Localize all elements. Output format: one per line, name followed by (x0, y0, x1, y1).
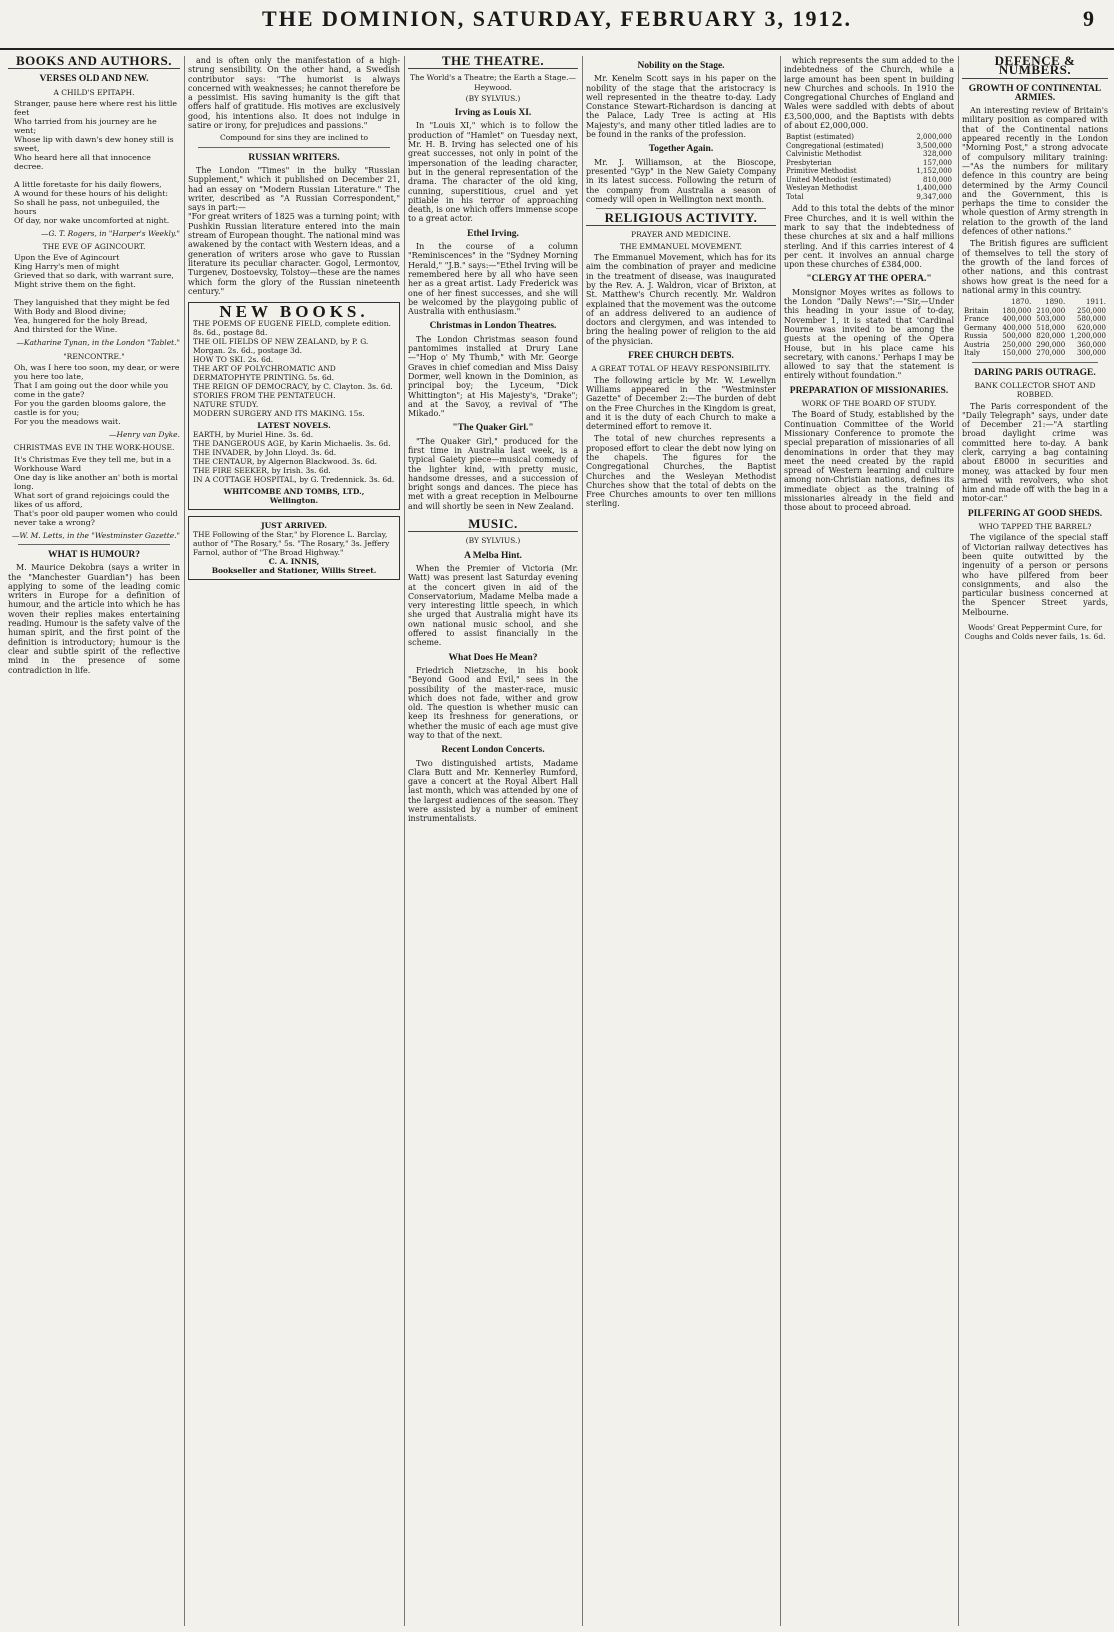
article-text: Friedrich Nietzsche, in his book "Beyond Good and Evil," sees in the possibility of the master-race, music which does not fade, wither and grow old. The question is whether music can keep its freshness for generations, or whether the music of each age must give way to that of the next. (408, 665, 578, 740)
table-row (784, 159, 954, 168)
table-header-row (962, 298, 1108, 307)
article-text: Two distinguished artists, Madame Clara Butt and Mr. Kennerley Rumford, gave a concert at the Royal Albert Hall last month, which was attended by one of the largest audiences of the season. They were assisted by a number of eminent instrumentalists. (408, 758, 578, 824)
table-header-cell: 1911. (1085, 298, 1106, 307)
ad-headline: JUST ARRIVED. (261, 521, 327, 531)
section-heading: THE THEATRE. (408, 56, 578, 69)
table-cell: 180,000 (1002, 306, 1032, 315)
table-cell: Austria (964, 340, 990, 349)
article-heading: Christmas in London Theatres. (429, 321, 557, 332)
table-cell: 500,000 (1002, 332, 1032, 341)
article-text: Monsignor Moyes writes as follows to the London "Daily News":—"Sir,—Under this heading in your issue of to-day, November 1, it is stated that 'Cardinal Bourne was invited to be among the guests at the opening of the Opera House, but in his place came his secretary, with canons.' Perhaps I may be allowed to say that the statement is entirely without foundation." (784, 287, 954, 381)
article-subheading: THE EMMANUEL MOVEMENT. (620, 241, 742, 251)
article-heading: RUSSIAN WRITERS. (248, 152, 340, 163)
divider (18, 544, 170, 545)
article-heading: What Does He Mean? (448, 652, 538, 663)
bookseller-advertisement (188, 516, 400, 580)
table-row (784, 150, 954, 159)
page-number: 9 (1083, 6, 1094, 31)
table-cell: 620,000 (1077, 323, 1106, 332)
poem-title: "RENCONTRE." (63, 351, 125, 361)
table-cell: 1,200,000 (1070, 332, 1106, 341)
table-row (962, 349, 1108, 358)
table-row (784, 193, 954, 202)
article-text: "The Quaker Girl," produced for the first time in Australia last week, is a typical Gaiety piece—musical comedy of the lighter kind, with pretty music, handsome dresses, and a succession of bright songs and dances. The piece has met with a great reception in Melbourne and will shortly be seen in New Zealand. (408, 436, 578, 511)
divider (972, 362, 1098, 363)
table-header-cell: 1890. (1045, 298, 1066, 307)
table-cell: 820,000 (1036, 332, 1066, 341)
table-row (962, 332, 1108, 341)
table-cell: 400,000 (1002, 323, 1032, 332)
table-cell: 270,000 (1036, 349, 1066, 358)
article-subheading: A GREAT TOTAL OF HEAVY RESPONSIBILITY. (591, 364, 771, 374)
article-subheading: Compound for sins they are inclined to (219, 133, 369, 143)
poem-title: THE EVE OF AGINCOURT. (42, 242, 146, 252)
table-cell: 300,000 (1077, 349, 1106, 358)
newspaper-title: THE DOMINION, SATURDAY, FEBRUARY 3, 1912. (262, 6, 852, 31)
section-heading: MUSIC. (408, 519, 578, 532)
article-heading: Ethel Irving. (467, 228, 519, 239)
article-heading: WHAT IS HUMOUR? (47, 549, 141, 560)
table-cell-denomination: Congregational (estimated) (786, 141, 884, 150)
article-heading: DARING PARIS OUTRAGE. (974, 367, 1096, 378)
peppermint-cure-advertisement: Woods' Great Peppermint Cure, for Coughs and Colds never fails, 1s. 6d. (964, 623, 1106, 642)
column-divider (958, 56, 959, 1626)
table-cell: 250,000 (1077, 306, 1106, 315)
column-divider (582, 56, 583, 1626)
church-debt-table (784, 133, 954, 201)
poem-title: A CHILD'S EPITAPH. (53, 87, 135, 97)
table-cell-denomination: Calvinistic Methodist (786, 150, 862, 159)
column-books-and-authors (8, 56, 180, 1626)
table-header-cell (962, 298, 999, 307)
table-row (962, 324, 1108, 333)
article-subheading: WORK OF THE BOARD OF STUDY. (801, 399, 937, 409)
article-text: The vigilance of the special staff of Victorian railway detectives has been quite outwitted by the ingenuity of a person or persons who have pilfered from beer consignments, and also the particular business concerned at the Spencer Street yards, Melbourne. (962, 533, 1108, 617)
ad-city: Wellington. (269, 496, 319, 506)
poem-attribution: —Katharine Tynan, in the London "Tablet." (16, 338, 180, 348)
table-cell-debt: 9,347,000 (916, 192, 952, 201)
article-text: When the Premier of Victoria (Mr. Watt) was present last Saturday evening at the concert given in aid of the Conservatorium, Madame Melba made a very interesting little speech, in which she urged that Australia might have its own national music school, and she offered to assist financially in the scheme. (408, 563, 578, 648)
article-text: The Emmanuel Movement, which has for its aim the combination of prayer and medicine in the treatment of disease, was inaugurated by the Rev. A. J. Waldron, vicar of Brixton, at St. Matthew's Church recently. Mr. Waldron explained that the movement was the outcome of an address delivered to an audience of doctors and clergymen, and was intended to bring the healing power of religion to the aid of the physician. (586, 253, 776, 346)
article-text: In "Louis XI," which is to follow the production of "Hamlet" on Tuesday next, Mr. H. B. Irving has selected one of his great successes, not only in point of the impersonation of the leading character, but in the general representation of the drama. The character of the old king, cunning, superstitious, cruel and yet pitiable in his terror of approaching death, is one which offers immense scope to a great actor. (408, 121, 578, 224)
table-row (784, 184, 954, 193)
ad-novel-list: EARTH, by Muriel Hine. 3s. 6d. THE DANGEROUS AGE, by Karin Michaelis. 3s. 6d. THE INVADER, by John Lloyd. 3s. 6d. THE CENTAUR, by Algernon Blackwood. 3s. 6d. THE FIRE SEEKER, by Irish. 3s. 6d. IN A COTTAGE HOSPITAL, by G. Tredennick. 3s. 6d. (193, 430, 395, 485)
table-cell-debt: 3,500,000 (916, 141, 952, 150)
table-cell: France (964, 315, 989, 324)
poem-attribution: —W. M. Letts, in the "Westminster Gazette." (11, 530, 180, 540)
ad-address: Bookseller and Stationer, Willis Street. (211, 566, 377, 576)
table-row (784, 167, 954, 176)
article-heading: Nobility on the Stage. (637, 61, 725, 71)
article-heading: FREE CHURCH DEBTS. (628, 351, 734, 362)
poem-text: Stranger, pause here where rest his little feet Who tarried from his journey are he went; Whose lip with dawn's dew honey still is sweet, Who heard here all that innocence decree. A little foretaste for his daily flowers, A wound for these hours of his delight: So shall he pass, not unbeguiled, the hours Of day, nor wake uncomforted at night. (14, 98, 177, 225)
table-cell-denomination: Primitive Methodist (786, 167, 857, 176)
section-heading: DEFENCE & NUMBERS. (962, 56, 1108, 79)
table-row (784, 176, 954, 185)
table-cell-denomination: United Methodist (estimated) (786, 175, 891, 184)
article-text: The Paris correspondent of the "Daily Telegraph" says, under date of December 21:—"A startling broad daylight crime was committed here to-day. A bank clerk, carrying a bag containing about £8000 in securities and money, was attacked by four men armed with revolvers, who shot him and made off with the bag in a motor-car." (962, 401, 1108, 504)
article-text: Mr. J. Williamson, at the Bioscope, presented "Gyp" in the New Gaiety Company in its latest success. Following the return of the company from Australia a season of comedy will open in Wellington next month. (586, 157, 776, 204)
table-row (962, 341, 1108, 350)
table-cell-debt: 810,000 (923, 175, 952, 184)
ad-firm: WHITCOMBE AND TOMBS, LTD., (223, 487, 365, 497)
column-divider (780, 56, 781, 1626)
article-heading: A Melba Hint. (464, 550, 522, 561)
table-row (962, 315, 1108, 324)
table-cell: 580,000 (1077, 315, 1106, 324)
column-divider (184, 56, 185, 1626)
table-cell: 210,000 (1036, 306, 1066, 315)
army-strength-table (962, 298, 1108, 358)
article-heading: GROWTH OF CONTINENTAL ARMIES. (968, 83, 1102, 103)
section-epigraph: The World's a Theatre; the Earth a Stage.—Heywood. (409, 73, 577, 92)
divider (596, 208, 766, 209)
table-cell: Britain (964, 306, 989, 315)
table-row (962, 307, 1108, 316)
table-cell: Russia (964, 332, 988, 341)
divider (198, 147, 390, 148)
table-cell: Italy (964, 349, 980, 358)
article-text: An interesting review of Britain's military position as compared with that of the Continental nations appeared recently in the London "Morning Post," a strong advocate of compulsory military training:—"As the numbers for military defence in this country are being determined by the Army Council and the Government, this is perhaps the time to consider the whole question of Army strength in relation to the growth of the land defences of other nations." (962, 106, 1108, 237)
article-text: and is often only the manifestation of a high-strung sensibility. On the other hand, a Swedish contributor says: "The humorist is always concerned with weaknesses; he cannot therefore be a pessimist. His saving humanity is the gift that offers half of gratitude. His motives are exclusively good, his intentions also. It does not indulge in satire or irony, for prejudices and passions." (188, 56, 400, 131)
section-heading: BOOKS AND AUTHORS. (8, 56, 180, 69)
byline: (BY SYLVIUS.) (465, 93, 521, 103)
bookseller-advertisement (188, 302, 400, 510)
ad-firm: C. A. INNIS, (268, 557, 320, 567)
table-cell: 400,000 (1002, 315, 1032, 324)
ad-subheading: LATEST NOVELS. (257, 421, 331, 431)
article-text: which represents the sum added to the indebtedness of the Church, while a large amount has been spent in building new Churches and schools. In 1910 the Congregational Churches of England and Wales were saddled with debts of about £3,500,000, and the Baptists with debts of about £2,000,000. (784, 56, 954, 131)
article-heading: PREPARATION OF MISSIONARIES. (789, 385, 949, 396)
article-text: The London Christmas season found pantomimes installed at Drury Lane—"Hop o' My Thumb," with Mr. George Graves in chief comedian and Miss Daisy Dormer, well known in the Dominion, as principal boy; the Lyceum, "Dick Whittington"; at His Majesty's, "Drake"; and at the Savoy, a revival of "The Mikado." (408, 334, 578, 419)
column-divider (404, 56, 405, 1626)
masthead (0, 0, 1114, 50)
column-church-debts-missions (784, 56, 954, 1626)
table-cell: Germany (964, 323, 997, 332)
article-heading: "CLERGY AT THE OPERA." (806, 274, 932, 285)
article-text: The total of new churches represents a proposed effort to clear the debt now lying on the chapels. The figures for the Congregational Churches, the Baptist Churches and the Wesleyan Methodist Churches show that the total of debts on the Free Churches amounts to over ten millions sterling. (586, 434, 776, 509)
table-cell-debt: 157,000 (923, 158, 952, 167)
article-heading: PILFERING AT GOOD SHEDS. (967, 508, 1103, 519)
table-cell-denomination: Wesleyan Methodist (786, 184, 858, 193)
table-cell: 360,000 (1077, 340, 1106, 349)
table-cell-debt: 2,000,000 (916, 133, 952, 142)
column-defence-numbers (962, 56, 1108, 1626)
ad-book-list: THE POEMS OF EUGENE FIELD, complete edition. 8s. 6d., postage 8d. THE OIL FIELDS OF NEW ZEALAND, by P. G. Morgan. 2s. 6d., postage 3d. HOW TO SKI. 2s. 6d. THE ART OF POLYCHROMATIC AND DERMATOPHYTE PRINTING. 5s. 6d. THE REIGN OF DEMOCRACY, by C. Clayton. 3s. 6d. STORIES FROM THE PENTATEUCH. NATURE STUDY. MODERN SURGERY AND ITS MAKING. 15s. (193, 319, 393, 419)
ad-text: THE Following of the Star," by Florence L. Barclay, author of "The Rosary," 5s. "The Rosary," 3s. Jeffery Farnol, author of "The Broad Highway." (193, 530, 390, 558)
poem-text: Oh, was I here too soon, my dear, or were you here too late, That I am going out the door while you come in the gate? For you the garden blooms galore, the castle is for you; For you the meadows wait. (14, 363, 180, 427)
poem-text: Upon the Eve of Agincourt King Harry's men of might Grieved that so dark, with warrant sure, Might strive them on the fight. They languished that they might be fed With Body and Blood divine; Yea, hungered for the holy Bread, And thirsted for the Wine. (14, 253, 174, 335)
table-row (784, 133, 954, 142)
poem-title: CHRISTMAS EVE IN THE WORK-HOUSE. (13, 443, 175, 453)
article-text: The Board of Study, established by the Continuation Committee of the World Missionary Conference to promote the special preparation of missionaries of all denominations in order that they may meet the need created by the rapid spread of Western learning and culture among non-Christian nations, defines its immediate object as the training of missionaries already in the field and those about to proceed abroad. (784, 410, 954, 513)
table-row (784, 142, 954, 151)
article-subheading: PRAYER AND MEDICINE. (631, 230, 731, 240)
table-cell: 250,000 (1002, 340, 1032, 349)
table-cell-debt: 328,000 (923, 150, 952, 159)
poem-attribution: —G. T. Rogers, in "Harper's Weekly." (40, 228, 180, 238)
article-text: The British figures are sufficient of themselves to tell the story of the growth of the land forces of other nations, and this contrast shows how great is the need for a national army in this country. (962, 239, 1108, 295)
article-text: The following article by Mr. W. Lewellyn Williams appeared in the "Westminster Gazette" of December 2:—The burden of debt on the Free Churches in the Kingdom is great, and it is the duty of each Church to make a determined effort to remove it. (586, 375, 776, 432)
article-heading: Irving as Louis XI. (454, 108, 532, 119)
table-cell-denomination: Baptist (estimated) (786, 133, 854, 142)
column-humour-russian-writers (188, 56, 400, 1626)
ad-headline: NEW BOOKS. (219, 302, 369, 322)
article-heading: Recent London Concerts. (441, 745, 545, 756)
poem-attribution: —Henry van Dyke. (108, 430, 180, 440)
column-religious-activity (586, 56, 776, 1626)
byline: (BY SYLVIUS.) (465, 536, 521, 546)
table-cell-debt: 1,400,000 (916, 184, 952, 193)
article-text: Add to this total the debts of the minor Free Churches, and it is well within the mark to say that the indebtedness of these churches at six and a half millions sterling. And if this carries interest of 4 per cent. it involves an annual charge upon these churches of £384,000. (784, 204, 954, 270)
article-subheading: WHO TAPPED THE BARREL? (978, 522, 1092, 532)
table-cell: 518,000 (1036, 323, 1066, 332)
article-heading: VERSES OLD AND NEW. (39, 74, 149, 85)
article-subheading: BANK COLLECTOR SHOT AND ROBBED. (974, 380, 1096, 400)
table-header-cell: 1870. (1011, 298, 1032, 307)
table-cell: 150,000 (1002, 349, 1032, 358)
article-heading: "The Quaker Girl." (452, 423, 534, 434)
article-text: In the course of a column "Reminiscences" in the "Sydney Morning Herald," "J.B." says:—"Ethel Irving will be remembered here by all who have seen her as a great artist. Lady Frederick was one of her finest successes, and she will be welcomed by the playgoing public of Australia with enthusiasm." (408, 242, 578, 317)
table-cell-denomination: Presbyterian (786, 158, 832, 167)
article-text: Mr. Kenelm Scott says in his paper on the nobility of the stage that the aristocracy is well represented in the theatre to-day. Lady Constance Stewart-Richardson is dancing at the Palace, Lady Tree is acting at His Majesty's, and many other titled ladies are to be found in the ranks of the profession. (586, 74, 776, 140)
table-cell-debt: 1,152,000 (916, 167, 952, 176)
table-cell-denomination: Total (786, 192, 804, 201)
column-theatre-music (408, 56, 578, 1626)
table-cell: 503,000 (1036, 315, 1066, 324)
poem-text: It's Christmas Eve they tell me, but in a Workhouse Ward One day is like another an' both is mortal long. What sort of grand rejoicings could the likes of us afford, That's poor old pauper women who could never take a wrong? (14, 454, 178, 527)
section-heading: RELIGIOUS ACTIVITY. (586, 213, 776, 226)
article-text: M. Maurice Dekobra (says a writer in the "Manchester Guardian") has been applying to some of the leading comic writers in Europe for a definition of humour, and the article into which he has woven their replies makes entertaining reading. Humour is the safety valve of the human spirit, and the first point of the definition is introductory; humour is the clear and subtle spirit of the reflective mind in the presence of some contradiction in life. (8, 563, 180, 675)
table-cell: 290,000 (1036, 340, 1066, 349)
article-heading: Together Again. (648, 144, 714, 155)
article-text: The London "Times" in the bulky "Russian Supplement," which it published on December 21, had an essay on "Modern Russian Literature." The writer, described as "A Russian Correspondent," says in part:— "For great writers of 1825 was a turning point; with Pushkin Russian literature entered into the main stream of European thought. The national mind was awakened by the contact with Western ideas, and a generation of writers arose who gave to Russian literature its peculiar character. Gogol, Lermontov, Turgenev, Dostoevsky, Tolstoy—these are the names which form the glory of the Russian nineteenth century." (188, 165, 400, 296)
